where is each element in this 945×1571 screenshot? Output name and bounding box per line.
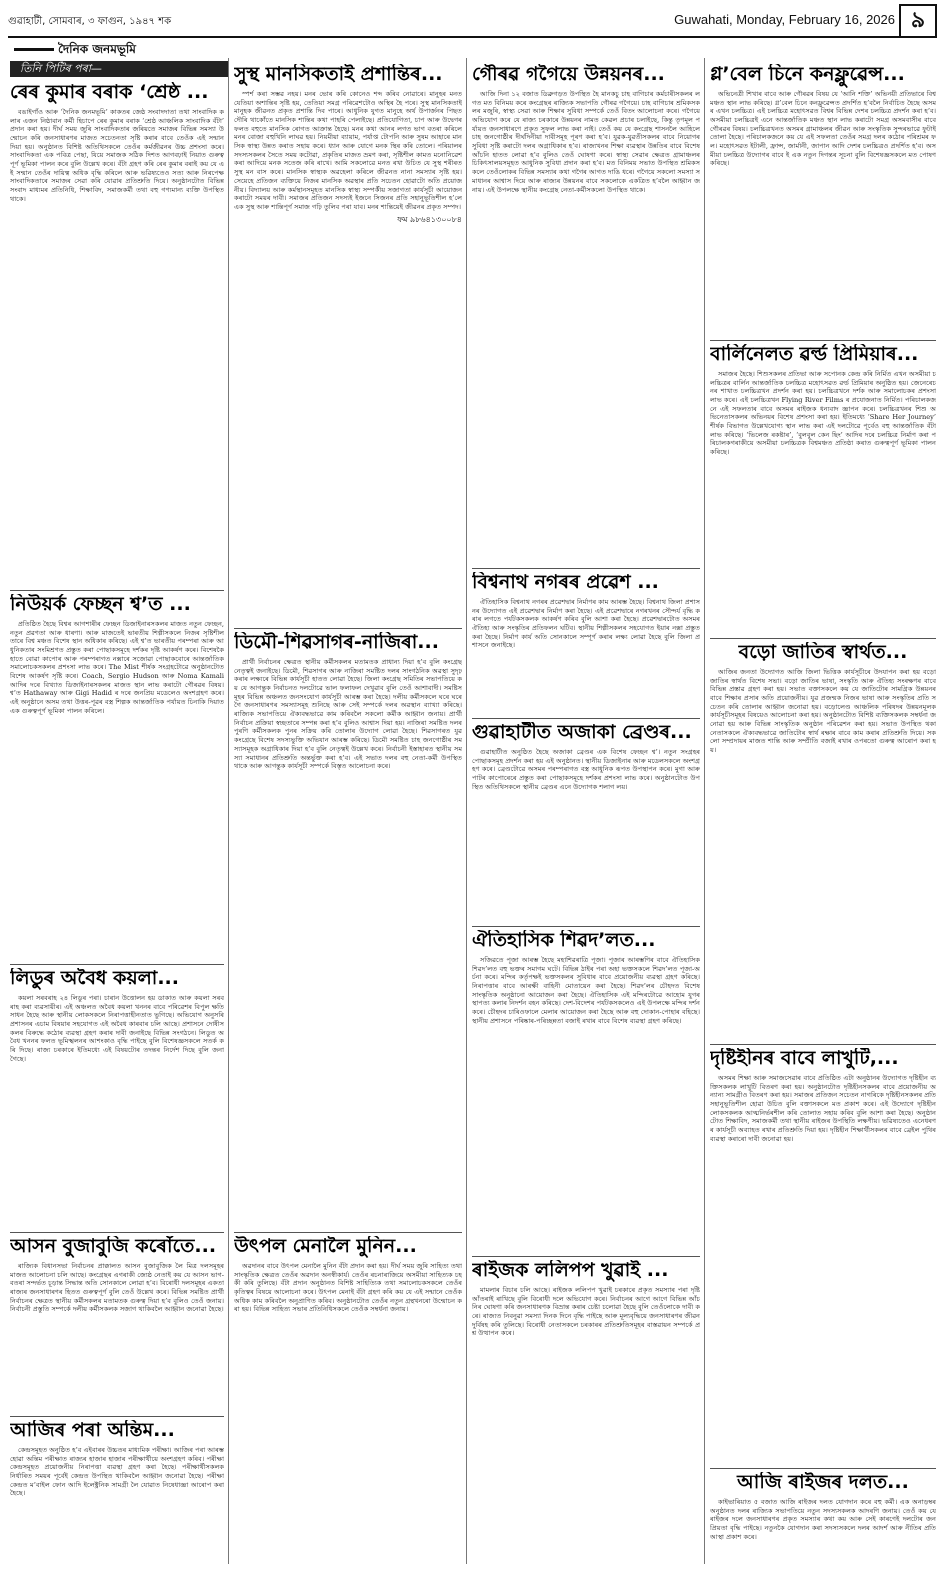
- page-number: ৯: [899, 4, 937, 38]
- article: [234, 64, 462, 624]
- article: [472, 930, 700, 1252]
- article: [710, 1472, 936, 1564]
- headline: বড়ো জাতিৰ স্বাৰ্থত...: [738, 642, 908, 663]
- paragraph: অৱদানৰ বাবে উৎপল মেনালৈ মুনিন বঁটা প্ৰদান কৰা হয়। দীৰ্ঘ সময় জুৰি সাহিত্য তথা সাংস্কৃতিক ক্ষেত্ৰত তেওঁৰ অৱদান অনস্বীকাৰ্য। তেওঁৰ ৰচনাৰাজিয়ে অসমীয়া সাহিত্যক চহকী কৰি তুলিছে। বঁটা প্ৰদান অনুষ্ঠানত বিশিষ্ট সাহিত্যিক তথা সমালোচকসকলে তেওঁৰ কৃতিত্বৰ বিষয়ে আলোচনা কৰে। উৎপল মেনাই বঁটা গ্ৰহণ কৰি কয় যে এই সন্মানে তেওঁক অধিক কাম কৰিবলৈ অনুপ্ৰাণিত কৰিব। অনুষ্ঠানটোত তেওঁৰ নতুন গ্ৰন্থখনৰো উন্মোচন কৰা হয়। বিভিন্ন সাহিত্য সভাৰ প্ৰতিনিধিসকলে তেওঁক সম্বৰ্ধনা জনায়।: [234, 1261, 462, 1314]
- headline: গুৱাহাটীত অজাকা ব্ৰেণ্ডৰ...: [472, 722, 692, 743]
- headline: গ্ল’বেল চিনে কনফ্লুৱেন্স...: [710, 64, 905, 85]
- paragraph: কাইভাৰিয়াত ৫ বজাত আজি ৰাইজৰ দলত যোগদান কৰে বহু কৰ্মী। এক অনাড়ম্বৰ অনুষ্ঠানত দলৰ ৰাজ্যিক সভাপতিয়ে নতুন সদস্যসকলক আদৰণি জনায়। তেওঁ কয় যে ৰাইজৰ দলে জনসাধাৰণৰ প্ৰকৃত সমস্যাৰ কথা কয় আৰু সেই কাৰণেই দলটোৰ জনপ্ৰিয়তা বৃদ্ধি পাইছে। নতুনকৈ যোগদান কৰা সদস্যসকলে দলৰ আদৰ্শ আৰু নীতিৰ প্ৰতি আস্থা প্ৰকাশ কৰে।: [710, 1497, 936, 1541]
- section-divider: [472, 718, 700, 719]
- section-divider: [710, 638, 936, 639]
- masthead-rule: [8, 36, 937, 38]
- paragraph: মামলাৰ বিচাৰ চলি আছে। ৰাইজক ললিপপ খুৱাই চৰকাৰে প্ৰকৃত সমস্যাৰ পৰা দৃষ্টি আঁতৰাই ৰাখিছে বুলি বিৰোধী দলে অভিযোগ কৰে। নিৰ্বাচনৰ আগে আগে বিভিন্ন আঁচনিৰ ঘোষণা কৰি জনসাধাৰণক বিভ্ৰান্ত কৰাৰ চেষ্টা চলোৱা হৈছে বুলি তেওঁলোকে দাবী কৰে। ৰাজ্যত নিবনুৱা সমস্যা দিনক দিনে বৃদ্ধি পাইছে আৰু মূল্যবৃদ্ধিয়ে জনসাধাৰণৰ জীৱন দুৰ্বিষহ কৰি তুলিছে। বিৰোধী নেতাসকলে চৰকাৰৰ প্ৰতিশ্ৰুতিসমূহৰ বাস্তৱায়ন সম্পৰ্কে প্ৰশ্ন উত্থাপন কৰে।: [472, 1285, 700, 1338]
- article: [10, 594, 224, 960]
- article-body: [710, 1498, 936, 1542]
- headline: ৰেৰ কুমাৰ বৰাক ‘শ্ৰেষ্ঠ ...: [10, 82, 209, 103]
- article-body: [10, 1446, 224, 1498]
- article: [710, 344, 936, 634]
- paragraph: গুৱাহাটীত অনুষ্ঠিত হৈছে অজাকা ব্ৰেণ্ডৰ এক বিশেষ ফেচ্ছন শ্ব’। নতুন সংগ্ৰহৰ পোছাকসমূহ প্ৰদৰ্শন কৰা হয় এই অনুষ্ঠানত। স্থানীয় ডিজাইনাৰ আৰু মডেলসকলে অংশগ্ৰহণ কৰে। ব্ৰেণ্ডটোৱে অসমৰ পৰম্পৰাগত বস্ত্ৰ আধুনিক ৰূপত উপস্থাপন কৰে। মুগা আৰু পাটৰ কাপোৰেৰে প্ৰস্তুত কৰা পোছাকসমূহে দৰ্শকৰ প্ৰশংসা লাভ কৰে। অনুষ্ঠানটোত উপস্থিত অতিথিসকলে স্থানীয় ব্ৰেণ্ডৰ এনে উদ্যোগক শলাগ লয়।: [472, 747, 700, 791]
- paragraph: অসমৰ শিক্ষা আৰু সমাজসেৱাৰ বাবে প্ৰতিষ্ঠিত এটা অনুষ্ঠানৰ উদ্যোগত দৃষ্টিহীন ব্যক্তিসকলক লাখুটি বিতৰণ কৰা হয়। অনুষ্ঠানটোত দৃষ্টিহীনসকলৰ বাবে প্ৰয়োজনীয় অন্যান্য সামগ্ৰীও বিতৰণ কৰা হয়। সমাজৰ প্ৰতিজন সচেতন নাগৰিকে দৃষ্টিহীনসকলৰ প্ৰতি সহানুভূতিশীল হোৱা উচিত বুলি বক্তাসকলে মত প্ৰকাশ কৰে। এই উদ্যোগে দৃষ্টিহীন লোকসকলক আত্মনিৰ্ভৰশীল কৰি তোলাত সহায় কৰিব বুলি আশা কৰা হৈছে। অনুষ্ঠানটোত শিক্ষাবিদ, সমাজকৰ্মী তথা স্থানীয় ৰাইজৰ উপস্থিতি লক্ষণীয়। ভৱিষ্যতেও এনেধৰণৰ কাৰ্যসূচী অব্যাহত ৰখাৰ প্ৰতিশ্ৰুতি দিয়া হয়। দৃষ্টিহীন শিক্ষাৰ্থীসকলৰ বাবে ব্ৰেইল পুথিৰ ব্যৱস্থা কৰাৰো দাবী জনোৱা হয়।: [710, 1073, 936, 1143]
- brand-bar: [14, 48, 54, 51]
- section-divider: [472, 568, 700, 569]
- section-divider: [710, 340, 936, 341]
- headline: সুস্থ মানসিকতাই প্ৰশান্তিৰ...: [234, 64, 443, 85]
- article-body: [472, 1286, 700, 1338]
- headline: ডিমৌ-শিৱসাগৰ-নাজিৰা...: [234, 632, 439, 653]
- article: [10, 1236, 224, 1412]
- masthead: [8, 4, 937, 38]
- article-body: [472, 90, 700, 194]
- paragraph: স্পৰ্শ কৰা সম্ভৱ নহয়। মনৰ ভোৰ কৰি কোনেও শব্দ কৰিব নোৱাৰে। মানুহৰ মনত যেতিয়া অশান্তিৰ সৃষ্টি হয়, তেতিয়া সমগ্ৰ পৰিৱেশটোও অস্থিৰ হৈ পৰে। সুস্থ মানসিকতাই মানুহক জীৱনত প্ৰকৃত প্ৰশান্তি দিব পাৰে। আধুনিক যুগত মানুহে অৰ্থ উপাৰ্জনৰ পিছত দৌৰি থাকোঁতে মানসিক শান্তিৰ কথা পাহৰি পেলাইছে। প্ৰতিযোগিতা, চাপ আৰু উদ্বেগৰ ফলত বহুতে মানসিক ৰোগত আক্ৰান্ত হৈছে। মনৰ কথা আনৰ লগত ভাগ বতৰা কৰিলে মনৰ বোজা বহুখিনি লাঘৱ হয়। নিয়মীয়া ব্যায়াম, পৰ্যাপ্ত টোপনি আৰু সুষম আহাৰে মানসিক স্বাস্থ্য উন্নত কৰাত সহায় কৰে। ধ্যান আৰু যোগে মনক স্থিৰ কৰি তোলে। পৰিয়ালৰ সদস্যসকলৰ সৈতে সময় কটোৱা, প্ৰকৃতিৰ মাজত ভ্ৰমণ কৰা, সৃষ্টিশীল কামত মনোনিৱেশ কৰা আদিয়ে মনক সতেজ কৰি ৰাখে। আমি সকলোৱে মনত ৰখা উচিত যে সুস্থ শৰীৰত সুস্থ মন বাস কৰে। মানসিক স্বাস্থ্যক অৱহেলা কৰিলে জীৱনত নানা সমস্যাৰ সৃষ্টি হয়। সেয়েহে প্ৰতিজন ব্যক্তিয়ে নিজৰ মানসিক অৱস্থাৰ প্ৰতি সচেতন হোৱাটো অতি প্ৰয়োজনীয়। বিদ্যালয় আৰু কৰ্মস্থানসমূহত মানসিক স্বাস্থ্য সম্পৰ্কীয় সজাগতা কাৰ্যসূচী আয়োজন কৰাটো সময়ৰ দাবী। সমাজৰ প্ৰতিজন সদস্যই ইজনে সিজনৰ প্ৰতি সহানুভূতিশীল হ’লে এক সুস্থ আৰু শান্তিপূৰ্ণ সমাজ গঢ়ি তুলিব পৰা যাব। মনৰ শান্তিয়েই জীৱনৰ প্ৰকৃত সম্পদ।: [234, 89, 462, 211]
- section-divider: [710, 1044, 936, 1045]
- article-body: [10, 994, 224, 1064]
- article: [710, 642, 936, 1040]
- paragraph: কেন্দ্ৰসমূহত অনুষ্ঠিত হ’ব এইবাৰৰ উচ্চতৰ মাধ্যমিক পৰীক্ষা। আজিৰ পৰা আৰম্ভ হোৱা অন্তিম পৰীক্ষাত ৰাজ্যৰ হাজাৰ হাজাৰ পৰীক্ষাৰ্থীয়ে অংশগ্ৰহণ কৰিব। পৰীক্ষা কেন্দ্ৰসমূহত প্ৰয়োজনীয় নিৰাপত্তা ব্যৱস্থা গ্ৰহণ কৰা হৈছে। পৰীক্ষাৰ্থীসকলক নিৰ্ধাৰিত সময়ৰ পূৰ্বেই কেন্দ্ৰত উপস্থিত থাকিবলৈ আহ্বান জনোৱা হৈছে। পৰীক্ষা কেন্দ্ৰত ম’বাইল ফোন আদি ইলেক্ট্ৰনিক সামগ্ৰী লৈ যোৱাত নিষেধাজ্ঞা আৰোপ কৰা হৈছে।: [10, 1445, 224, 1498]
- article-body: [10, 1262, 224, 1314]
- article: [234, 632, 462, 1228]
- article-body: [10, 108, 224, 204]
- headline: নিউয়ৰ্ক ফেচ্ছন শ্ব’ত ...: [10, 594, 191, 615]
- headline: গৌৰৱ গগৈয়ে উন্নয়নৰ...: [472, 64, 665, 85]
- article: [472, 722, 700, 922]
- headline: লিডুৰ অবৈধ কয়লা...: [10, 968, 179, 989]
- section-divider: [10, 590, 224, 591]
- section-divider: [234, 628, 462, 629]
- article: [10, 968, 224, 1228]
- paragraph: বঙাইগাঁও আৰু ‘দৈনিক জনমভূমি’ কাকতৰ জেষ্ঠ সংবাদদাতা তথা সাংবাদিক কলাৰ এজন নিষ্ঠাবান কৰ্মী হিচাপে ৰেৰ কুমাৰ বৰাক ‘শ্ৰেষ্ঠ আঞ্চলিক সাংবাদিক বঁটা’ প্ৰদান কৰা হয়। দীৰ্ঘ সময় জুৰি সাংবাদিকতাৰ জৰিয়তে সমাজৰ বিভিন্ন সমস্যা উন্মোচন কৰি জনসাধাৰণৰ মাজত সচেতনতা সৃষ্টি কৰাৰ বাবে তেওঁক এই সন্মান দিয়া হয়। অনুষ্ঠানত বিশিষ্ট অতিথিসকলে তেওঁৰ কৰ্মজীৱনৰ উচ্চ প্ৰশংসা কৰে। সাংবাদিকতা এক পবিত্ৰ পেছা, যিয়ে সমাজক সঠিক দিশত আগবঢ়াই নিয়াত গুৰুত্বপূৰ্ণ ভূমিকা পালন কৰে বুলি উল্লেখ কৰে। বঁটা গ্ৰহণ কৰি ৰেৰ কুমাৰ বৰাই কয় যে এই সন্মান তেওঁৰ দায়িত্ব অধিক বৃদ্ধি কৰিলে আৰু ভৱিষ্যতেও সত্য আৰু নিৰপেক্ষ সাংবাদিকতাৰে সমাজৰ সেৱা কৰি যোৱাৰ প্ৰতিশ্ৰুতি দিয়ে। অনুষ্ঠানটোত বিভিন্ন সংবাদ মাধ্যমৰ প্ৰতিনিধি, শিক্ষাবিদ, সমাজকৰ্মী তথা বহু গণ্যমান্য ব্যক্তি উপস্থিত থাকে।: [10, 107, 224, 203]
- section-divider: [10, 1232, 224, 1233]
- paragraph: আজি দিনা ১২ বজাত ডিব্ৰুগড়ত উপস্থিত হৈ মানকচু চাহ বাগিচাৰ কৰ্মচাৰীসকলৰ লগত মত বিনিময় কৰে কংগ্ৰেছৰ ৰাজ্যিক সভাপতি গৌৰৱ গগৈয়ে। চাহ বাগিচাৰ শ্ৰমিকসকলৰ মজুৰি, স্বাস্থ্য সেৱা আৰু শিক্ষাৰ সুবিধা সম্পৰ্কে তেওঁ বিতং আলোচনা কৰে। গগৈয়ে অভিযোগ কৰে যে ৰাজ্য চৰকাৰে উন্নয়নৰ নামত কেৱল প্ৰচাৰ চলাইছে, কিন্তু তৃণমূল পৰ্যায়ত জনসাধাৰণে প্ৰকৃত সুফল লাভ কৰা নাই। তেওঁ কয় যে কংগ্ৰেছ শাসনলৈ আহিলে চাহ জনগোষ্ঠীৰ দীৰ্ঘদিনীয়া দাবীসমূহ পূৰণ কৰা হ’ব। যুৱক-যুৱতীসকলৰ বাবে নিয়োগৰ সুবিধা সৃষ্টি কৰাটো দলৰ অগ্ৰাধিকাৰ হ’ব। ৰাজ্যখনৰ শিক্ষা ব্যৱস্থাৰ উন্নতিৰ বাবে বিশেষ আঁচনি হাতত লোৱা হ’ব বুলিও তেওঁ ঘোষণা কৰে। স্বাস্থ্য সেৱাৰ ক্ষেত্ৰত গ্ৰামাঞ্চলৰ চিকিৎসালয়সমূহত আধুনিক সুবিধা প্ৰদান কৰা হ’ব। মত বিনিময় সভাত উপস্থিত শ্ৰমিকসকলে তেওঁলোকৰ বিভিন্ন সমস্যাৰ কথা গগৈৰ আগত দাঙি ধৰে। গগৈয়ে সকলো সমস্যা সমাধানৰ আশ্বাস দিয়ে আৰু ৰাজ্যৰ উন্নয়নৰ বাবে সকলোকে একত্ৰিত হ’বলৈ আহ্বান জনায়। এই উপলক্ষে স্থানীয় কংগ্ৰেছ নেতা-কৰ্মীসকলো উপস্থিত থাকে।: [472, 89, 700, 194]
- article-body: [234, 1262, 462, 1314]
- article-body: [10, 620, 224, 716]
- article-body: [472, 748, 700, 792]
- section-divider: [10, 1416, 224, 1417]
- paragraph: অভিনেত্ৰী শিখাৰ বাবে আৰু গৌৰৱৰ বিষয় যে ‘আনি শক্তি’ অভিনয়ী প্ৰতিভাৰে বিশ্বমঞ্চত স্থান লাভ কৰিছে। গ্ল’বেল চিনে কনফ্লুৱেন্সত প্ৰদৰ্শিত হ’বলৈ নিৰ্বাচিত হৈছে অসমৰ এখন চলচ্চিত্ৰ। এই চলচ্চিত্ৰ মহোৎসৱত বিশ্বৰ বিভিন্ন দেশৰ চলচ্চিত্ৰ প্ৰদৰ্শন কৰা হ’ব। অসমীয়া চলচ্চিত্ৰই এনে আন্তৰ্জাতিক মঞ্চত স্থান লাভ কৰাটো সমগ্ৰ অসমবাসীৰ বাবে গৌৰৱৰ বিষয়। চলচ্চিত্ৰখনত অসমৰ গ্ৰামাঞ্চলৰ জীৱন আৰু সংস্কৃতিক সুন্দৰভাৱে ফুটাই তোলা হৈছে। পৰিচালকজনে কয় যে এই সফলতা তেওঁৰ সমগ্ৰ দলৰ কঠোৰ পৰিশ্ৰমৰ ফল। মহোৎসৱত ইটালী, ফ্ৰান্স, জাৰ্মানী, জাপান আদি দেশৰ চলচ্চিত্ৰও প্ৰদৰ্শিত হ’ব। অসমীয়া চলচ্চিত্ৰ উদ্যোগৰ বাবে ই এক নতুন দিগন্তৰ সূচনা বুলি বিশেষজ্ঞসকলে মত পোষণ কৰিছে।: [710, 89, 936, 168]
- headline: দৃষ্টিহীনৰ বাবে লাখুটি,...: [710, 1048, 899, 1069]
- section-divider: [10, 964, 224, 965]
- article-body: [710, 370, 936, 457]
- article: [710, 64, 936, 336]
- headline: ৰাইজক ললিপপ খুৱাই ...: [472, 1260, 669, 1281]
- paragraph: আজিৰ জনতা উদ্যোগত আজি জিলা ভিত্তিক কাৰ্যসূচীৰে উদযাপন কৰা হয় বড়ো জাতিৰ স্বাৰ্থত বিশেষ সভা। বড়ো জাতিৰ ভাষা, সংস্কৃতি আৰু ঐতিহ্য সংৰক্ষণৰ বাবে বিভিন্ন প্ৰস্তাৱ গ্ৰহণ কৰা হয়। সভাত বক্তাসকলে কয় যে জাতিটোৰ সামগ্ৰিক উন্নয়নৰ বাবে শিক্ষাৰ প্ৰসাৰ অতি প্ৰয়োজনীয়। যুৱ প্ৰজন্মক নিজৰ ভাষা আৰু সংস্কৃতিৰ প্ৰতি সচেতন কৰি তোলাৰ আহ্বান জনোৱা হয়। বড়োলেণ্ড আঞ্চলিক পৰিষদৰ উন্নয়নমূলক কাৰ্যসূচীসমূহৰ বিষয়েও আলোচনা কৰা হয়। অনুষ্ঠানটোত বিশিষ্ট ব্যক্তিসকলক সম্বৰ্ধনা জনোৱা হয় আৰু বিভিন্ন সাংস্কৃতিক অনুষ্ঠান পৰিৱেশন কৰা হয়। সভাত উপস্থিত থকা নেতাসকলে ঐক্যবদ্ধভাৱে জাতিটোৰ স্বাৰ্থ ৰক্ষাৰ বাবে কাম কৰাৰ প্ৰতিশ্ৰুতি দিয়ে। সকলো সম্প্ৰদায়ৰ মাজত শান্তি আৰু সম্প্ৰীতি বজাই ৰখাৰ ওপৰতো গুৰুত্ব আৰোপ কৰা হয়।: [710, 667, 936, 755]
- paragraph: প্ৰাৰ্থী নিৰ্বাচনৰ ক্ষেত্ৰত স্থানীয় কৰ্মীসকলৰ মতামতক প্ৰাধান্য দিয়া হ’ব বুলি কংগ্ৰেছ নেতৃত্বই জনাইছে। ডিমৌ, শিৱসাগৰ আৰু নাজিৰা সমষ্টিত দলৰ সাংগঠনিক অৱস্থা সুদৃঢ় কৰাৰ লক্ষ্যৰে বিভিন্ন কাৰ্যসূচী হাতত লোৱা হৈছে। জিলা কংগ্ৰেছ সমিতিৰ সভাপতিয়ে কয় যে আগন্তুক নিৰ্বাচনত দলটোৱে ভাল ফলাফল দেখুৱাব বুলি তেওঁ আশাবাদী। সমষ্টিসমূহৰ বিভিন্ন অঞ্চলত জনসংযোগ কাৰ্যসূচী আৰম্ভ কৰা হৈছে। দলীয় কৰ্মীসকলে ঘৰে ঘৰে গৈ জনসাধাৰণৰ সমস্যাসমূহ শুনিছে আৰু সেই সম্পৰ্কে দলৰ অৱস্থান ব্যাখ্যা কৰিছে। ৰাজ্যিক সভাপতিয়ে ঐক্যবদ্ধভাৱে কাম কৰিবলৈ সকলো কৰ্মীক আহ্বান জনায়। প্ৰাৰ্থী নিৰ্বাচন প্ৰক্ৰিয়া স্বচ্ছতাৰে সম্পন্ন কৰা হ’ব বুলিও আশ্বাস দিয়া হয়। নাজিৰা সমষ্টিত দলৰ পুৰণি কৰ্মীসকলক পুনৰ সক্ৰিয় কৰি তোলাৰ উদ্যোগ লোৱা হৈছে। শিৱসাগৰত যুৱ কংগ্ৰেছে বিশেষ সদস্যভুক্তি অভিযান আৰম্ভ কৰিছে। ডিমৌ সমষ্টিত চাহ জনগোষ্ঠীৰ সমস্যাসমূহক অগ্ৰাধিকাৰ দিয়া হ’ব বুলি নেতৃত্বই উল্লেখ কৰে। নিৰ্বাচনী ইস্তাহাৰত স্থানীয় সমস্যা সমাধানৰ প্ৰতিশ্ৰুতি অন্তৰ্ভুক্ত কৰা হ’ব। এই সভাত দলৰ বহু নেতা-কৰ্মী উপস্থিত থাকে আৰু আগন্তুক কাৰ্যসূচী সম্পৰ্কে বিস্তৃত আলোচনা কৰে।: [234, 657, 462, 771]
- paragraph: কয়লা সৰবৰাহ ২৪ লিডুৰ পৰা। চাৰান উত্তোলন হয় ডাকাত আৰু কয়লা সৰবৰাহ কৰা ব্যৱসায়ীৰ। এই অঞ্চলত অবৈধ কয়লা খননৰ বাবে পৰিৱেশৰ বিপুল ক্ষতি সাধন হৈছে আৰু স্থানীয় লোকসকলে নিৰাপত্তাহীনতাত ভুগিছে। অভিযোগ অনুসৰি প্ৰশাসনৰ এচাম বিষয়াৰ সহযোগত এই অবৈধ কাৰবাৰ চলি আছে। প্ৰশাসনে দোষীসকলৰ বিৰুদ্ধে কঠোৰ ব্যৱস্থা গ্ৰহণ কৰাৰ দাবী জনাইছে বিভিন্ন সংগঠনে। লিডুত অবৈধ খননৰ ফলত ভূমিস্খলনৰ আশংকাও বৃদ্ধি পাইছে বুলি বিশেষজ্ঞসকলে সতৰ্ক কৰি দিছে। ৰাজ্য চৰকাৰে ইতিমধ্যে এই বিষয়টোৰ তদন্তৰ নিৰ্দেশ দিছে বুলি জনা গৈছে।: [10, 993, 224, 1063]
- paragraph: প্ৰতিষ্ঠিত হৈছে বিশ্বৰ আগশাৰীৰ ফেচ্ছন ডিজাইনাৰসকলৰ মাজত নতুন ফেচ্ছন, নতুন প্ৰৱণতা আৰু ধাৰণা। আৰু মাজতেই ভাৰতীয় শিল্পীসকলে নিজৰ সৃষ্টিশীলতাৰে বিশ্ব মঞ্চত বিশেষ স্থান অধিকাৰ কৰিছে। এই শ্ব’ত ভাৰতীয় পৰম্পৰা আৰু আধুনিকতাৰ সংমিশ্ৰণত প্ৰস্তুত কৰা পোছাকসমূহে দৰ্শকৰ দৃষ্টি আকৰ্ষণ কৰে। বিশেষকৈ হাতে বোৱা কাপোৰ আৰু পৰম্পৰাগত নক্সাৰে সজোৱা পোছাকবোৰে আন্তৰ্জাতিক সমালোচকসকলৰ প্ৰশংসা লাভ কৰে। The Mist শীৰ্ষক সংগ্ৰহটোৱে অনুষ্ঠানটোত বিশেষ আকৰ্ষণ সৃষ্টি কৰে। Coach, Sergio Hudson আৰু Noma Kamali আদিৰ দৰে বিখ্যাত ডিজাইনাৰসকলৰ মাজত স্থান লাভ কৰাটো গৌৰৱৰ বিষয়। শ্ব’ত Hathaway আৰু Gigi Hadid ৰ দৰে জনপ্ৰিয় মডেলেও অংশগ্ৰহণ কৰে। এই অনুষ্ঠানে অসম তথা উত্তৰ-পূৱৰ বস্ত্ৰ শিল্পক আন্তৰ্জাতিক পৰ্যায়ত চিনাকি দিয়াত এক গুৰুত্বপূৰ্ণ ভূমিকা পালন কৰিলে।: [10, 619, 224, 715]
- headline: আজি ৰাইজৰ দলত...: [737, 1472, 909, 1493]
- paragraph: সজিৱতে পূজা আৰম্ভ হৈছে মহাশিৱৰাত্ৰি পূজা। পূজাৰ আৰম্ভণিৰ বাবে ঐতিহাসিক শিৱদ’লত বহু ভক্তৰ সমাগম ঘটে। বিভিন্ন ঠাইৰ পৰা অহা ভক্তসকলে শিৱদ’লত পূজা-অৰ্চনা কৰে। মন্দিৰ কৰ্তৃপক্ষই ভক্তসকলৰ সুবিধাৰ বাবে প্ৰয়োজনীয় ব্যৱস্থা গ্ৰহণ কৰিছে। নিৰাপত্তাৰ বাবে আৰক্ষী বাহিনী মোতায়েন কৰা হৈছে। শিৱদ’লৰ চৌহদত বিশেষ সাংস্কৃতিক অনুষ্ঠানো আয়োজন কৰা হৈছে। ঐতিহাসিক এই মন্দিৰটোৱে আহোম যুগৰ স্থাপত্য কলাৰ নিদৰ্শন বহন কৰিছে। দেশ-বিদেশৰ পৰ্যটকসকলেও এই উপলক্ষে মন্দিৰ দৰ্শন কৰে। চৌহদৰ চাৰিওফালে মেলাৰ আয়োজন কৰা হৈছে আৰু বহু দোকান-পোহাৰ বহিছে। স্থানীয় প্ৰশাসনে পৰিষ্কাৰ-পৰিচ্ছন্নতা বজাই ৰখাৰ বাবে বিশেষ ব্যৱস্থা গ্ৰহণ কৰিছে।: [472, 955, 700, 1025]
- headline: আসন বুজাবুজি কৰোঁতে...: [10, 1236, 217, 1257]
- headline: উৎপল মেনালৈ মুনিন...: [234, 1236, 417, 1257]
- article-body: [472, 956, 700, 1026]
- headline: বিশ্বনাথ নগৰৰ প্ৰৱেশ ...: [472, 572, 659, 593]
- masthead-left-date: গুৱাহাটী, সোমবাৰ, ৩ ফাগুন, ১৯৪৭ শক: [8, 16, 172, 27]
- column-divider: [228, 58, 229, 1564]
- column-divider: [704, 58, 705, 1564]
- section-divider: [472, 926, 700, 927]
- contact-note: ফম ৯৮৬৪১৩০০৮৪: [397, 214, 462, 224]
- article: [10, 82, 224, 586]
- article: [710, 1048, 936, 1464]
- article: [10, 1420, 224, 1560]
- brand-name: দৈনিক জনমভূমি: [58, 42, 136, 56]
- article-body: [710, 668, 936, 755]
- article-body: [234, 658, 462, 771]
- section-tab: তিনি পিটিৰ পৰা—: [10, 61, 228, 77]
- paragraph: সমাজৰ হৈছে। শিশুসকলৰ প্ৰতিভা আৰু সপোনক কেন্দ্ৰ কৰি নিৰ্মিত এখন অসমীয়া চলচ্চিত্ৰৰ বাৰ্লিন আন্তৰ্জাতিক চলচ্চিত্ৰ মহোৎসৱত ৱৰ্ল্ড প্ৰিমিয়াৰ অনুষ্ঠিত হয়। জেনেৰেচনৰ শাখাত চলচ্চিত্ৰখন প্ৰদৰ্শন কৰা হয়। চলচ্চিত্ৰখনে দৰ্শক আৰু সমালোচকৰ প্ৰশংসা লাভ কৰে। এই চলচ্চিত্ৰখন Flying River Films ৰ প্ৰযোজনাত নিৰ্মিত। পৰিচালকজনে এই সফলতাৰ বাবে অসমৰ ৰাইজক ধন্যবাদ জ্ঞাপন কৰে। চলচ্চিত্ৰখনৰ শিশু অভিনেতাসকলৰ অভিনয়ৰ বিশেষ প্ৰশংসা কৰা হয়। ইতিমধ্যে ‘Share Her Journey’ শীৰ্ষক বিভাগত উল্লেখযোগ্য স্থান লাভ কৰা এই দলটোৱে পূৰ্বেও বহু আন্তৰ্জাতিক বঁটা লাভ কৰিছে। ‘ভিলেজ ৰকষ্টাৰ’, ‘বুলবুল কেন ছিং’ আদিৰ দৰে চলচ্চিত্ৰ নিৰ্মাণ কৰা পৰিচালকগৰাকীয়ে অসমীয়া চলচ্চিত্ৰক বিশ্বমঞ্চত প্ৰতিষ্ঠা কৰাত গুৰুত্বপূৰ্ণ ভূমিকা পালন কৰিছে।: [710, 369, 936, 457]
- article: [472, 64, 700, 564]
- article-body: [710, 90, 936, 168]
- headline: বাৰ্লিনেলত ৱৰ্ল্ড প্ৰিমিয়াৰ...: [710, 344, 919, 365]
- paragraph: ঐতিহাসিক বিশ্বনাথ নগৰৰ প্ৰৱেশদ্বাৰ নিৰ্মাণৰ কাম আৰম্ভ হৈছে। বিশ্বনাথ জিলা প্ৰশাসনৰ উদ্যোগত এই প্ৰৱেশদ্বাৰ নিৰ্মাণ কৰা হৈছে। এই প্ৰৱেশদ্বাৰে নগৰখনৰ সৌন্দৰ্য বৃদ্ধি কৰাৰ লগতে পৰ্যটকসকলক আকৰ্ষণ কৰিব বুলি আশা কৰা হৈছে। প্ৰৱেশদ্বাৰটোত অসমৰ ঐতিহ্য আৰু সংস্কৃতিৰ প্ৰতিফলন ঘটিব। স্থানীয় শিল্পীসকলৰ সহযোগত ইয়াৰ নক্সা প্ৰস্তুত কৰা হৈছে। নিৰ্মাণ কাৰ্য অতি সোনকালে সম্পূৰ্ণ কৰাৰ লক্ষ্য লোৱা হৈছে বুলি জিলা প্ৰশাসনে জনাইছে।: [472, 597, 700, 650]
- article-body: [710, 1074, 936, 1144]
- article-body: [234, 90, 462, 212]
- masthead-right-date: Guwahati, Monday, February 16, 2026: [674, 12, 895, 27]
- section-divider: [472, 1256, 700, 1257]
- column-divider: [466, 58, 467, 1564]
- headline: আজিৰ পৰা অন্তিম...: [10, 1420, 175, 1441]
- article-body: [472, 598, 700, 650]
- section-divider: [234, 1232, 462, 1233]
- brand: [14, 41, 136, 61]
- paragraph: ৰাজ্যিক বিধানসভা নিৰ্বাচনৰ প্ৰাক্কালত আসন বুজাবুজিক লৈ মিত্ৰ দলসমূহৰ মাজত আলোচনা চলি আছে। কংগ্ৰেছৰ এগৰাকী জ্যেষ্ঠ নেতাই কয় যে আসন ভাগ-বতৰা সন্দৰ্ভত চূড়ান্ত সিদ্ধান্ত অতি সোনকালে লোৱা হ’ব। বিৰোধী দলসমূহৰ একতা ৰাজ্যৰ জনসাধাৰণৰ হিতত গুৰুত্বপূৰ্ণ বুলি তেওঁ উল্লেখ কৰে। বিভিন্ন সমষ্টিত প্ৰাৰ্থী নিৰ্বাচনৰ ক্ষেত্ৰত স্থানীয় কৰ্মীসকলৰ মতামতক গুৰুত্ব দিয়া হ’ব বুলিও তেওঁ জনায়। নিৰ্বাচনী প্ৰস্তুতি সম্পৰ্কে দলীয় কৰ্মীসকলক সজাগ থাকিবলৈ আহ্বান জনোৱা হৈছে।: [10, 1261, 224, 1314]
- headline: ঐতিহাসিক শিৱদ’লত...: [472, 930, 656, 951]
- article: [472, 572, 700, 714]
- article: [234, 1236, 462, 1560]
- article: [472, 1260, 700, 1560]
- section-divider: [710, 1468, 936, 1469]
